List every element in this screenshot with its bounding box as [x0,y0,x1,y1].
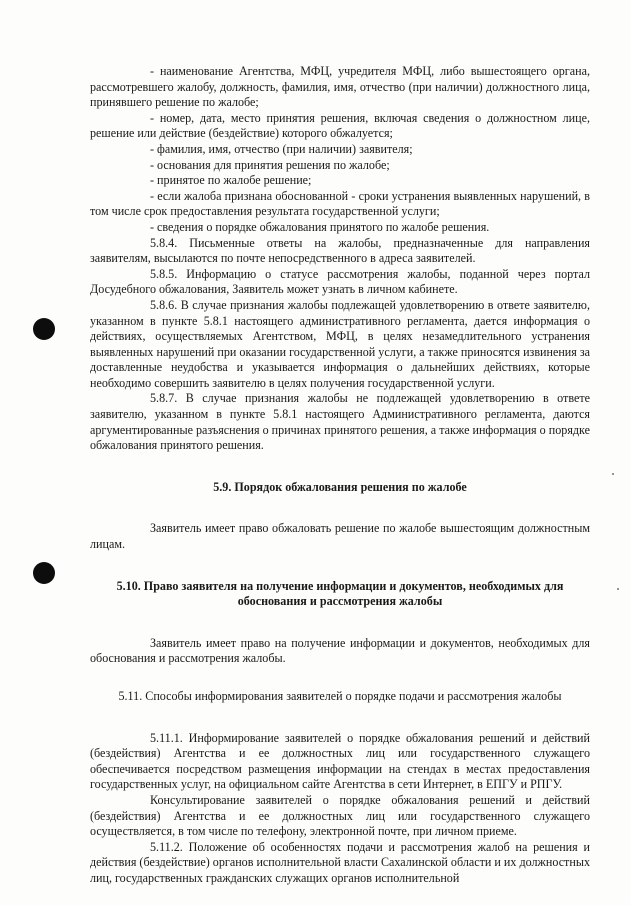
paragraph: Консультирование заявителей о порядке обжалования решений и действий (бездействия) Агентства и ее должностных лиц или государственного служащего осуществляется, в том числе по телефону, электронной почте, при личном приеме. [90,792,590,839]
paragraph: 5.8.5. Информацию о статусе рассмотрения жалобы, поданной через портал Досудебного обжалования, Заявитель может узнать в личном кабинете. [90,266,590,297]
spacer [90,553,590,579]
paragraph: 5.8.4. Письменные ответы на жалобы, предназначенные для направления заявителям, высылаются по почте непосредственного в адреса заявителей. [90,235,590,266]
list-item: - фамилия, имя, отчество (при наличии) заявителя; [150,141,413,156]
list-item: - если жалоба признана обоснованной - сроки устранения выявленных нарушений, в том числе срок предоставления результата государственной услуги; [90,188,590,219]
list-item: - принятое по жалобе решение; [150,173,312,188]
section-heading: 5.10. Право заявителя на получение информации и документов, необходимых для обоснования и рассмотрения жалобы [116,578,564,609]
list-item: - номер, дата, место принятия решения, включая сведения о должностном лице, решение или действие (бездействие) которого обжалуется; [90,110,590,141]
spacer [90,610,590,636]
section-title: 5.11. Способы информирования заявителей о порядке подачи и рассмотрения жалобы [118,689,562,703]
paragraph: 5.11.1. Информирование заявителей о порядке обжалования решений и действий (бездействия) Агентства и ее должностных лиц или государственного служащего обеспечивается посредством размещения информации на стендах в местах предоставления государственных услуг, на официальном сайте Агентства в сети Интернет, в ЕПГУ и РПГУ. [90,730,590,792]
paragraph: 5.8.6. В случае признания жалобы подлежащей удовлетворению в ответе заявителю, указанном в пункте 5.8.1 настоящего административного регламента, дается информация о действиях, осуществляемых Агентством, МФЦ, в целях незамедлительного устранения выявленных нарушений при оказании государственной услуги, а также приносятся извинения за доставленные неудобства и указывается информация о дальнейших действиях, которые необходимо совершить заявителю в целях получения государственной услуги. [90,297,591,390]
spacer [90,705,590,731]
section-heading: 5.9. Порядок обжалования решения по жалобе [213,479,467,494]
document-body [90,64,590,887]
scan-speck [617,588,619,590]
paragraph: Заявитель имеет право обжаловать решение по жалобе вышестоящим должностным лицам. [90,521,590,552]
list-item: - сведения о порядке обжалования принятого по жалобе решения. [150,219,490,234]
punch-hole-bottom [33,562,55,584]
paragraph: Заявитель имеет право на получение информации и документов, необходимых для обоснования и рассмотрения жалобы. [90,635,590,666]
paragraph: 5.8.7. В случае признания жалобы не подлежащей удовлетворению в ответе заявителю, указанном в пункте 5.8.1 настоящего Административного регламента, даются аргументированные разъяснения о причинах принятого решения, а также информация о порядке обжалования принятого решения. [90,391,590,453]
spacer [90,454,590,480]
scan-speck [612,473,614,475]
list-item: - основания для принятия решения по жалобе; [150,157,390,172]
spacer [90,495,590,521]
list-item: - наименование Агентства, МФЦ, учредителя МФЦ, либо вышестоящего органа, рассмотревшего жалобу, должность, фамилия, имя, отчество (при наличии) должностного лица, принявшего решение по жалобе; [90,64,590,110]
paragraph: 5.11.2. Положение об особенностях подачи и рассмотрения жалоб на решения и действия (бездействие) органов исполнительной власти Сахалинской области и их должностных лиц, государственных гражданских служащих органов исполнительной [90,839,590,885]
spacer [90,667,590,689]
punch-hole-top [33,318,55,340]
